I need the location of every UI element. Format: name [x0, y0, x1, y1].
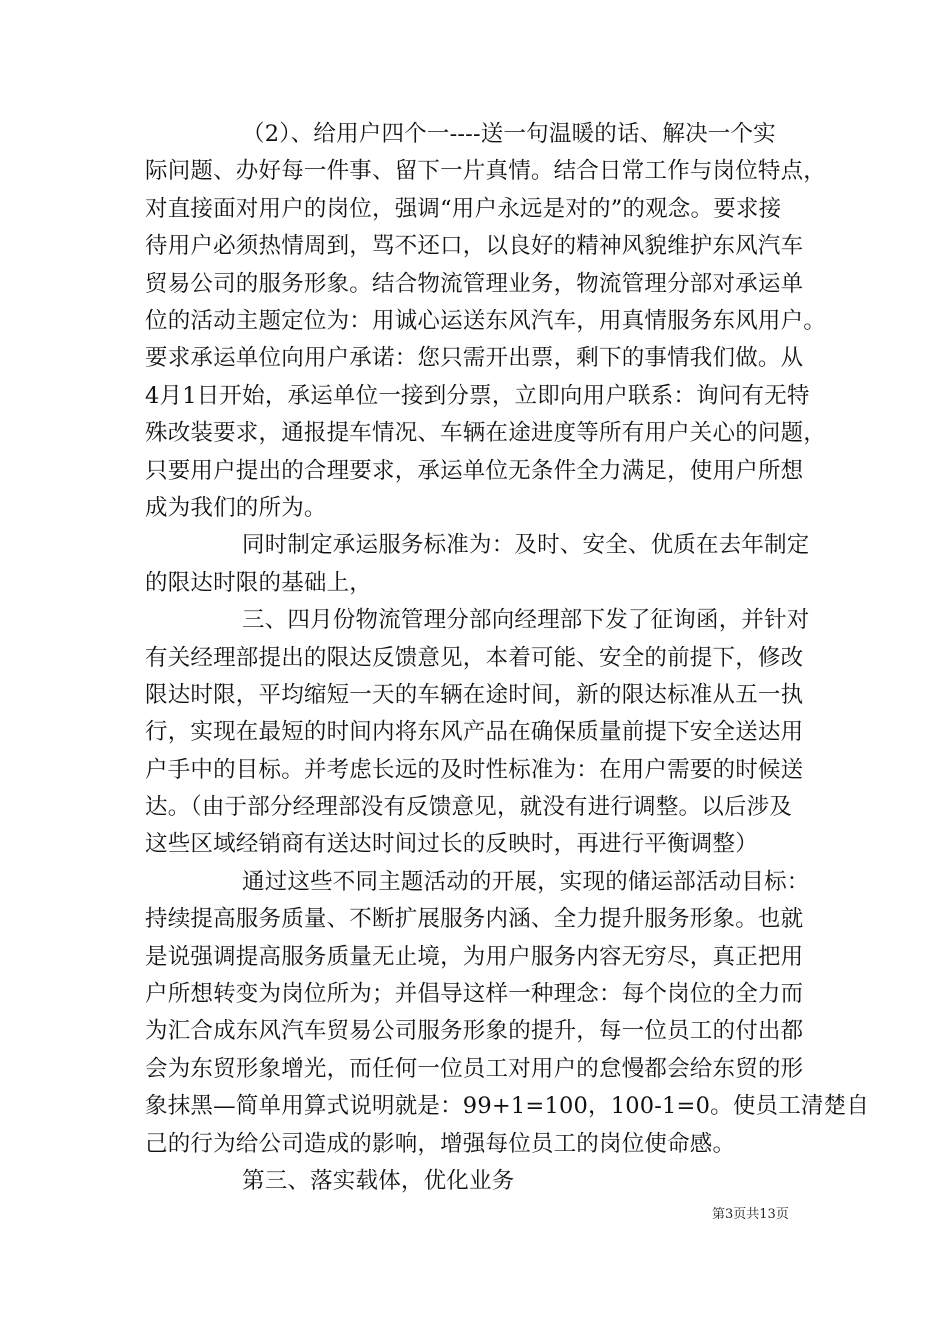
paragraph-1-line-9: 殊改装要求，通报提车情况、车辆在途进度等所有用户关心的问题， [145, 420, 827, 446]
paragraph-1-line-1: （2）、给用户四个一----送一句温暖的话、解决一个实 [242, 121, 776, 147]
paragraph-1-line-8: 4月1日开始，承运单位一接到分票，立即向用户联系：询问有无特 [145, 383, 810, 409]
paragraph-4-line-8: 己的行为给公司造成的影响，增强每位员工的岗位使命感。 [145, 1131, 736, 1157]
paragraph-3-line-3: 限达时限，平均缩短一天的车辆在途时间，新的限达标准从五一执 [145, 682, 804, 708]
paragraph-2-line-2: 的限达时限的基础上， [145, 570, 373, 596]
paragraph-1-line-11: 成为我们的所为。 [145, 495, 327, 521]
paragraph-4-line-6: 会为东贸形象增光，而任何一位员工对用户的怠慢都会给东贸的形 [145, 1056, 804, 1082]
paragraph-1-line-6: 位的活动主题定位为：用诚心运送东风汽车，用真情服务东风用户。 [145, 308, 827, 334]
page-number-footer: 第3页共13页 [712, 1207, 789, 1222]
paragraph-4-line-2: 持续提高服务质量、不断扩展服务内涵、全力提升服务形象。也就 [145, 906, 804, 932]
paragraph-1-line-3: 对直接面对用户的岗位，强调“用户永远是对的”的观念。要求接 [145, 196, 782, 222]
paragraph-1-line-10: 只要用户提出的合理要求，承运单位无条件全力满足，使用户所想 [145, 458, 804, 484]
paragraph-4-line-4: 户所想转变为岗位所为；并倡导这样一种理念：每个岗位的全力而 [145, 981, 804, 1007]
paragraph-1-line-4: 待用户必须热情周到，骂不还口，以良好的精神风貌维护东风汽车 [145, 233, 804, 259]
paragraph-4-line-7: 象抹黑—简单用算式说明就是：99+1=100，100-1=0。使员工清楚自 [145, 1093, 870, 1119]
paragraph-3-line-6: 达。（由于部分经理部没有反馈意见，就没有进行调整。以后涉及 [145, 794, 793, 820]
paragraph-4-line-3: 是说强调提高服务质量无止境，为用户服务内容无穷尽，真正把用 [145, 944, 804, 970]
paragraph-1-line-7: 要求承运单位向用户承诺：您只需开出票，剩下的事情我们做。从 [145, 345, 804, 371]
paragraph-5-line-1: 第三、落实载体，优化业务 [242, 1168, 515, 1194]
paragraph-4-line-1: 通过这些不同主题活动的开展，实现的储运部活动目标： [242, 869, 810, 895]
paragraph-3-line-1: 三、四月份物流管理分部向经理部下发了征询函，并针对 [242, 607, 810, 633]
paragraph-3-line-5: 户手中的目标。并考虑长远的及时性标准为：在用户需要的时候送 [145, 757, 804, 783]
paragraph-1-line-2: 际问题、办好每一件事、留下一片真情。结合日常工作与岗位特点， [145, 158, 827, 184]
paragraph-4-line-5: 为汇合成东风汽车贸易公司服务形象的提升，每一位员工的付出都 [145, 1018, 804, 1044]
paragraph-3-line-4: 行，实现在最短的时间内将东风产品在确保质量前提下安全送达用 [145, 719, 804, 745]
paragraph-2-line-1: 同时制定承运服务标准为：及时、安全、优质在去年制定 [242, 532, 810, 558]
paragraph-3-line-7: 这些区域经销商有送达时间过长的反映时，再进行平衡调整） [145, 831, 758, 857]
paragraph-3-line-2: 有关经理部提出的限达反馈意见，本着可能、安全的前提下，修改 [145, 645, 804, 671]
paragraph-1-line-5: 贸易公司的服务形象。结合物流管理业务，物流管理分部对承运单 [145, 271, 804, 297]
